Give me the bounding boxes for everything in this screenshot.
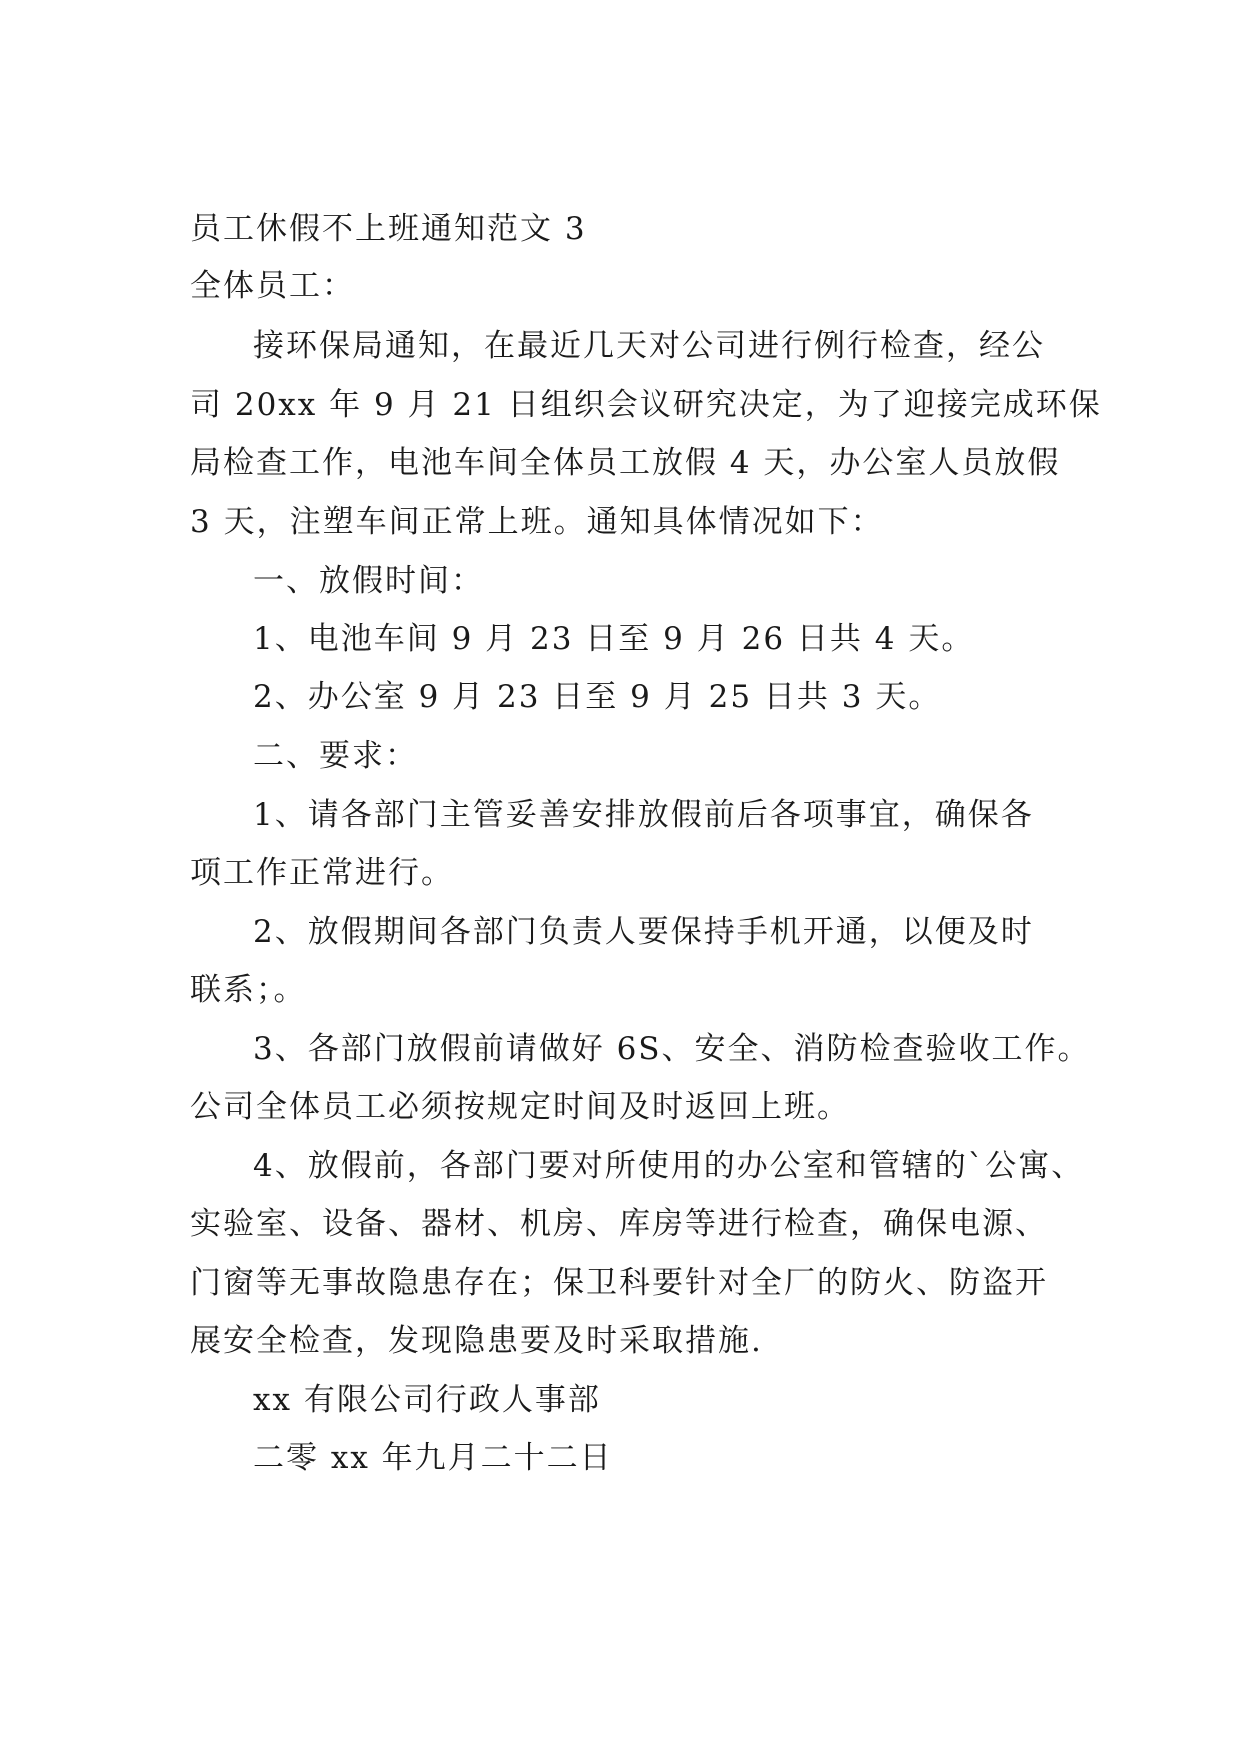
body-line: 接环保局通知，在最近几天对公司进行例行检查，经公 xyxy=(253,328,1045,364)
body-line: 司 20xx 年 9 月 21 日组织会议研究决定，为了迎接完成环保 xyxy=(190,387,1102,423)
section-heading: 二、要求： xyxy=(253,738,418,774)
list-item-continuation: 公司全体员工必须按规定时间及时返回上班。 xyxy=(190,1089,850,1125)
list-item: 4、放假前，各部门要对所使用的办公室和管辖的`公寓、 xyxy=(253,1148,1085,1184)
salutation: 全体员工： xyxy=(190,268,355,304)
section-heading: 一、放假时间： xyxy=(253,563,484,599)
document-title: 员工休假不上班通知范文 3 xyxy=(190,211,587,247)
list-item-continuation: 门窗等无事故隐患存在；保卫科要针对全厂的防火、防盗开 xyxy=(190,1265,1048,1301)
list-item: 2、放假期间各部门负责人要保持手机开通，以便及时 xyxy=(253,914,1034,950)
list-item-continuation: 项工作正常进行。 xyxy=(190,855,454,891)
body-line: 局检查工作，电池车间全体员工放假 4 天，办公室人员放假 xyxy=(190,445,1061,481)
body-line: 3 天，注塑车间正常上班。通知具体情况如下： xyxy=(190,504,884,540)
list-item: 2、办公室 9 月 23 日至 9 月 25 日共 3 天。 xyxy=(253,679,942,715)
date: 二零 xx 年九月二十二日 xyxy=(253,1440,613,1476)
signature: xx 有限公司行政人事部 xyxy=(253,1382,601,1418)
list-item: 3、各部门放假前请做好 6S、安全、消防检查验收工作。 xyxy=(253,1031,1091,1067)
list-item-continuation: 联系；。 xyxy=(190,972,307,1008)
list-item-continuation: 展安全检查，发现隐患要及时采取措施. xyxy=(190,1323,763,1359)
list-item: 1、电池车间 9 月 23 日至 9 月 26 日共 4 天。 xyxy=(253,621,975,657)
list-item-continuation: 实验室、设备、器材、机房、库房等进行检查，确保电源、 xyxy=(190,1206,1048,1242)
list-item: 1、请各部门主管妥善安排放假前后各项事宜，确保各 xyxy=(253,797,1034,833)
